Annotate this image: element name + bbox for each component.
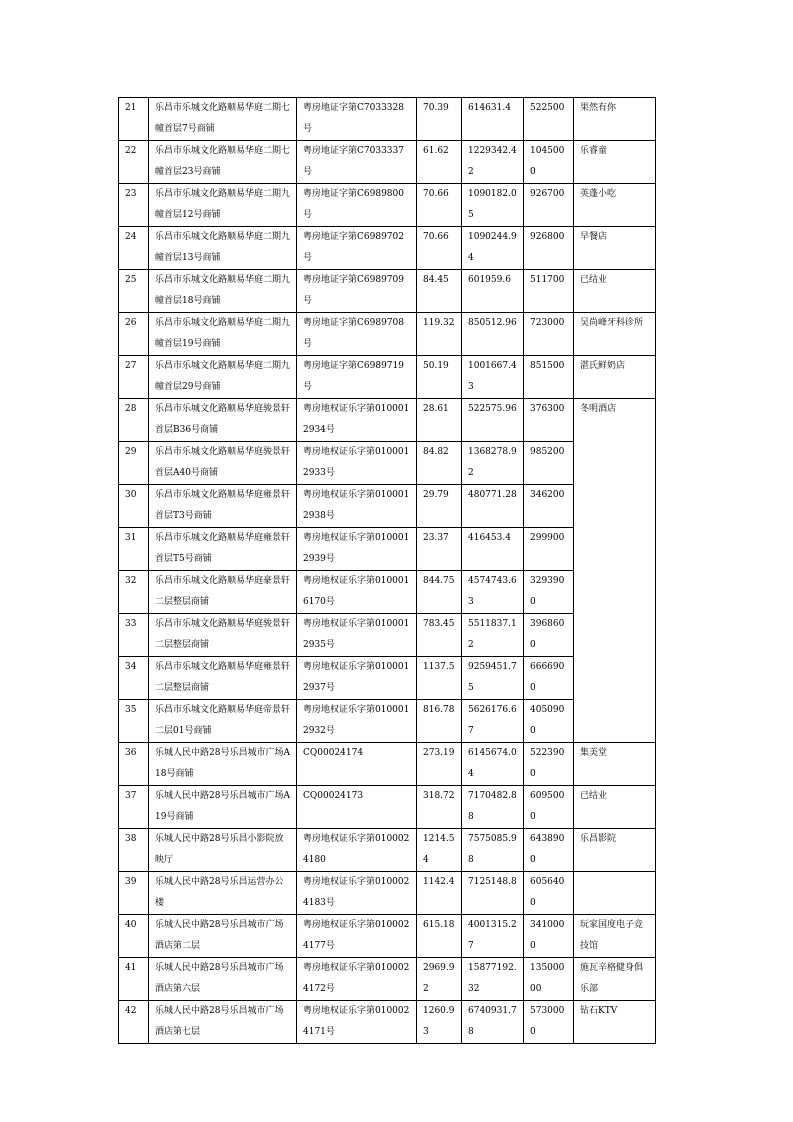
property-value-1: 416453.4: [462, 528, 524, 571]
row-number: 29: [119, 442, 149, 485]
row-number: 35: [119, 700, 149, 743]
property-table-body: [119, 98, 656, 1044]
table-row: [119, 1001, 656, 1044]
property-table-container: [118, 97, 655, 1044]
table-row: [119, 313, 656, 356]
property-value-1: 850512.96: [462, 313, 524, 356]
property-certificate: 粤房地权证乐字第0100024172号: [297, 958, 417, 1001]
property-area: 615.18: [417, 915, 462, 958]
table-left-edge-line: [118, 1025, 119, 1043]
property-value-1: 614631.4: [462, 98, 524, 141]
property-certificate: 粤房地权证乐字第0100012938号: [297, 485, 417, 528]
property-area: 1142.4: [417, 872, 462, 915]
property-location: 乐昌市乐城文化路顺易华庭骏景轩首层B36号商铺: [149, 399, 297, 442]
table-row: [119, 829, 656, 872]
property-value-1: 1229342.42: [462, 141, 524, 184]
property-value-2: 985200: [524, 442, 574, 485]
property-location: 乐昌市乐城文化路顺易华庭二期九幢首层29号商铺: [149, 356, 297, 399]
row-number: 28: [119, 399, 149, 442]
property-tenant: 英蓬小吃: [574, 184, 656, 227]
row-number: 38: [119, 829, 149, 872]
property-area: 119.32: [417, 313, 462, 356]
table-row: [119, 184, 656, 227]
property-tenant: 乐睿童: [574, 141, 656, 184]
property-area: 816.78: [417, 700, 462, 743]
property-value-2: 3410000: [524, 915, 574, 958]
property-value-2: 926800: [524, 227, 574, 270]
property-certificate: 粤房地权证乐字第0100024180: [297, 829, 417, 872]
property-certificate: 粤房地权证乐字第0100012933号: [297, 442, 417, 485]
property-area: 70.39: [417, 98, 462, 141]
property-tenant: 已结业: [574, 786, 656, 829]
property-area: 273.19: [417, 743, 462, 786]
property-value-2: 4050900: [524, 700, 574, 743]
property-location: 乐昌市乐城文化路顺易华庭二期九幢首层19号商铺: [149, 313, 297, 356]
property-location: 乐城人民中路28号乐昌小影院放映厅: [149, 829, 297, 872]
property-certificate: 粤房地权证乐字第0100016170号: [297, 571, 417, 614]
row-number: 33: [119, 614, 149, 657]
property-area: 84.82: [417, 442, 462, 485]
property-area: 1260.93: [417, 1001, 462, 1044]
property-tenant: 早餐店: [574, 227, 656, 270]
property-table: [118, 97, 656, 1044]
property-location: 乐昌市乐城文化路顺易华庭帝景轩二层01号商铺: [149, 700, 297, 743]
property-value-2: 1045000: [524, 141, 574, 184]
property-value-1: 1090244.94: [462, 227, 524, 270]
property-area: 1137.5: [417, 657, 462, 700]
table-row: [119, 98, 656, 141]
property-area: 70.66: [417, 227, 462, 270]
table-row: [119, 786, 656, 829]
table-row: [119, 399, 656, 442]
property-value-2: 5223900: [524, 743, 574, 786]
property-value-2: 13500000: [524, 958, 574, 1001]
row-number: 24: [119, 227, 149, 270]
row-number: 40: [119, 915, 149, 958]
row-number: 23: [119, 184, 149, 227]
property-value-1: 480771.28: [462, 485, 524, 528]
property-tenant: 玩家国度电子竞技馆: [574, 915, 656, 958]
table-row: [119, 915, 656, 958]
property-location: 乐城人民中路28号乐昌城市广场酒店第六层: [149, 958, 297, 1001]
property-certificate: 粤房地证字第C7033328号: [297, 98, 417, 141]
property-certificate: 粤房地证字第C6989800号: [297, 184, 417, 227]
row-number: 26: [119, 313, 149, 356]
property-location: 乐昌市乐城文化路顺易华庭二期七幢首层23号商铺: [149, 141, 297, 184]
property-certificate: 粤房地证字第C6989719号: [297, 356, 417, 399]
table-row: [119, 958, 656, 1001]
property-area: 1214.54: [417, 829, 462, 872]
property-location: 乐昌市乐城文化路顺易华庭二期七幢首层7号商铺: [149, 98, 297, 141]
property-location: 乐昌市乐城文化路顺易华庭二期九幢首层13号商铺: [149, 227, 297, 270]
property-value-1: 9259451.75: [462, 657, 524, 700]
property-tenant: 吴尚峰牙科诊所: [574, 313, 656, 356]
property-value-2: 926700: [524, 184, 574, 227]
property-value-2: 346200: [524, 485, 574, 528]
property-tenant: 集美堂: [574, 743, 656, 786]
table-row: [119, 872, 656, 915]
table-row: [119, 227, 656, 270]
row-number: 42: [119, 1001, 149, 1044]
property-value-2: 3293900: [524, 571, 574, 614]
property-area: 61.62: [417, 141, 462, 184]
property-location: 乐昌市乐城文化路顺易华庭雍景轩二层整层商铺: [149, 657, 297, 700]
property-tenant: 钻石KTV: [574, 1001, 656, 1044]
row-number: 25: [119, 270, 149, 313]
property-value-2: 851500: [524, 356, 574, 399]
property-location: 乐城人民中路28号乐昌城市广场A18号商铺: [149, 743, 297, 786]
property-value-1: 7125148.8: [462, 872, 524, 915]
property-area: 783.45: [417, 614, 462, 657]
property-location: 乐昌市乐城文化路顺易华庭骏景轩二层整层商铺: [149, 614, 297, 657]
property-certificate: 粤房地权证乐字第0100024177号: [297, 915, 417, 958]
property-value-1: 6740931.78: [462, 1001, 524, 1044]
row-number: 32: [119, 571, 149, 614]
property-value-1: 522575.96: [462, 399, 524, 442]
property-tenant: [574, 872, 656, 915]
property-value-1: 5626176.67: [462, 700, 524, 743]
row-number: 34: [119, 657, 149, 700]
property-location: 乐昌市乐城文化路顺易华庭骏景轩首层A40号商铺: [149, 442, 297, 485]
table-row: [119, 141, 656, 184]
property-value-1: 7170482.88: [462, 786, 524, 829]
row-number: 27: [119, 356, 149, 399]
property-value-1: 1001667.43: [462, 356, 524, 399]
row-number: 37: [119, 786, 149, 829]
property-certificate: 粤房地权证乐字第0100012939号: [297, 528, 417, 571]
property-certificate: 粤房地权证乐字第0100024183号: [297, 872, 417, 915]
property-value-1: 6145674.04: [462, 743, 524, 786]
row-number: 31: [119, 528, 149, 571]
property-value-2: 511700: [524, 270, 574, 313]
property-location: 乐昌市乐城文化路顺易华庭雍景轩首层T3号商铺: [149, 485, 297, 528]
property-area: 844.75: [417, 571, 462, 614]
property-certificate: 粤房地权证乐字第0100012937号: [297, 657, 417, 700]
property-value-2: 6095000: [524, 786, 574, 829]
property-certificate: 粤房地权证乐字第0100012934号: [297, 399, 417, 442]
property-value-1: 15877192.32: [462, 958, 524, 1001]
property-area: 23.37: [417, 528, 462, 571]
property-area: 318.72: [417, 786, 462, 829]
property-location: 乐昌市乐城文化路顺易华庭雍景轩首层T5号商铺: [149, 528, 297, 571]
table-row: [119, 270, 656, 313]
property-tenant: 施瓦辛格健身俱乐部: [574, 958, 656, 1001]
property-location: 乐昌市乐城文化路顺易华庭二期九幢首层18号商铺: [149, 270, 297, 313]
property-certificate: 粤房地权证乐字第0100012932号: [297, 700, 417, 743]
property-value-2: 6666900: [524, 657, 574, 700]
property-tenant: 乐昌影院: [574, 829, 656, 872]
property-area: 29.79: [417, 485, 462, 528]
property-certificate: CQ00024174: [297, 743, 417, 786]
property-certificate: 粤房地权证乐字第0100012935号: [297, 614, 417, 657]
property-value-2: 5730000: [524, 1001, 574, 1044]
property-tenant-merged: 冬明酒店: [574, 399, 656, 743]
row-number: 30: [119, 485, 149, 528]
property-value-1: 4574743.63: [462, 571, 524, 614]
table-row: [119, 356, 656, 399]
property-value-1: 4001315.27: [462, 915, 524, 958]
property-location: 乐昌市乐城文化路顺易华庭二期九幢首层12号商铺: [149, 184, 297, 227]
row-number: 41: [119, 958, 149, 1001]
property-certificate: 粤房地权证乐字第0100024171号: [297, 1001, 417, 1044]
property-certificate: 粤房地证字第C6989709号: [297, 270, 417, 313]
property-tenant: 湛氏鲜奶店: [574, 356, 656, 399]
property-value-1: 1368278.92: [462, 442, 524, 485]
property-value-2: 299900: [524, 528, 574, 571]
property-location: 乐城人民中路28号乐昌运营办公楼: [149, 872, 297, 915]
property-area: 28.61: [417, 399, 462, 442]
property-certificate: CQ00024173: [297, 786, 417, 829]
property-certificate: 粤房地证字第C7033337号: [297, 141, 417, 184]
property-value-1: 1090182.05: [462, 184, 524, 227]
property-tenant: 果然有你: [574, 98, 656, 141]
property-value-1: 601959.6: [462, 270, 524, 313]
row-number: 39: [119, 872, 149, 915]
property-area: 84.45: [417, 270, 462, 313]
row-number: 21: [119, 98, 149, 141]
property-value-2: 723000: [524, 313, 574, 356]
property-location: 乐城人民中路28号乐昌城市广场酒店第七层: [149, 1001, 297, 1044]
property-value-1: 5511837.12: [462, 614, 524, 657]
property-tenant: 已结业: [574, 270, 656, 313]
property-value-2: 3968600: [524, 614, 574, 657]
property-certificate: 粤房地证字第C6989708号: [297, 313, 417, 356]
property-value-2: 522500: [524, 98, 574, 141]
property-area: 2969.92: [417, 958, 462, 1001]
property-location: 乐城人民中路28号乐昌城市广场A19号商铺: [149, 786, 297, 829]
property-certificate: 粤房地证字第C6989702号: [297, 227, 417, 270]
property-value-1: 7575085.98: [462, 829, 524, 872]
property-value-2: 376300: [524, 399, 574, 442]
table-row: [119, 743, 656, 786]
property-location: 乐昌市乐城文化路顺易华庭豪景轩二层整层商铺: [149, 571, 297, 614]
property-value-2: 6056400: [524, 872, 574, 915]
row-number: 36: [119, 743, 149, 786]
row-number: 22: [119, 141, 149, 184]
property-value-2: 6438900: [524, 829, 574, 872]
property-area: 70.66: [417, 184, 462, 227]
property-location: 乐城人民中路28号乐昌城市广场酒店第二层: [149, 915, 297, 958]
property-area: 50.19: [417, 356, 462, 399]
